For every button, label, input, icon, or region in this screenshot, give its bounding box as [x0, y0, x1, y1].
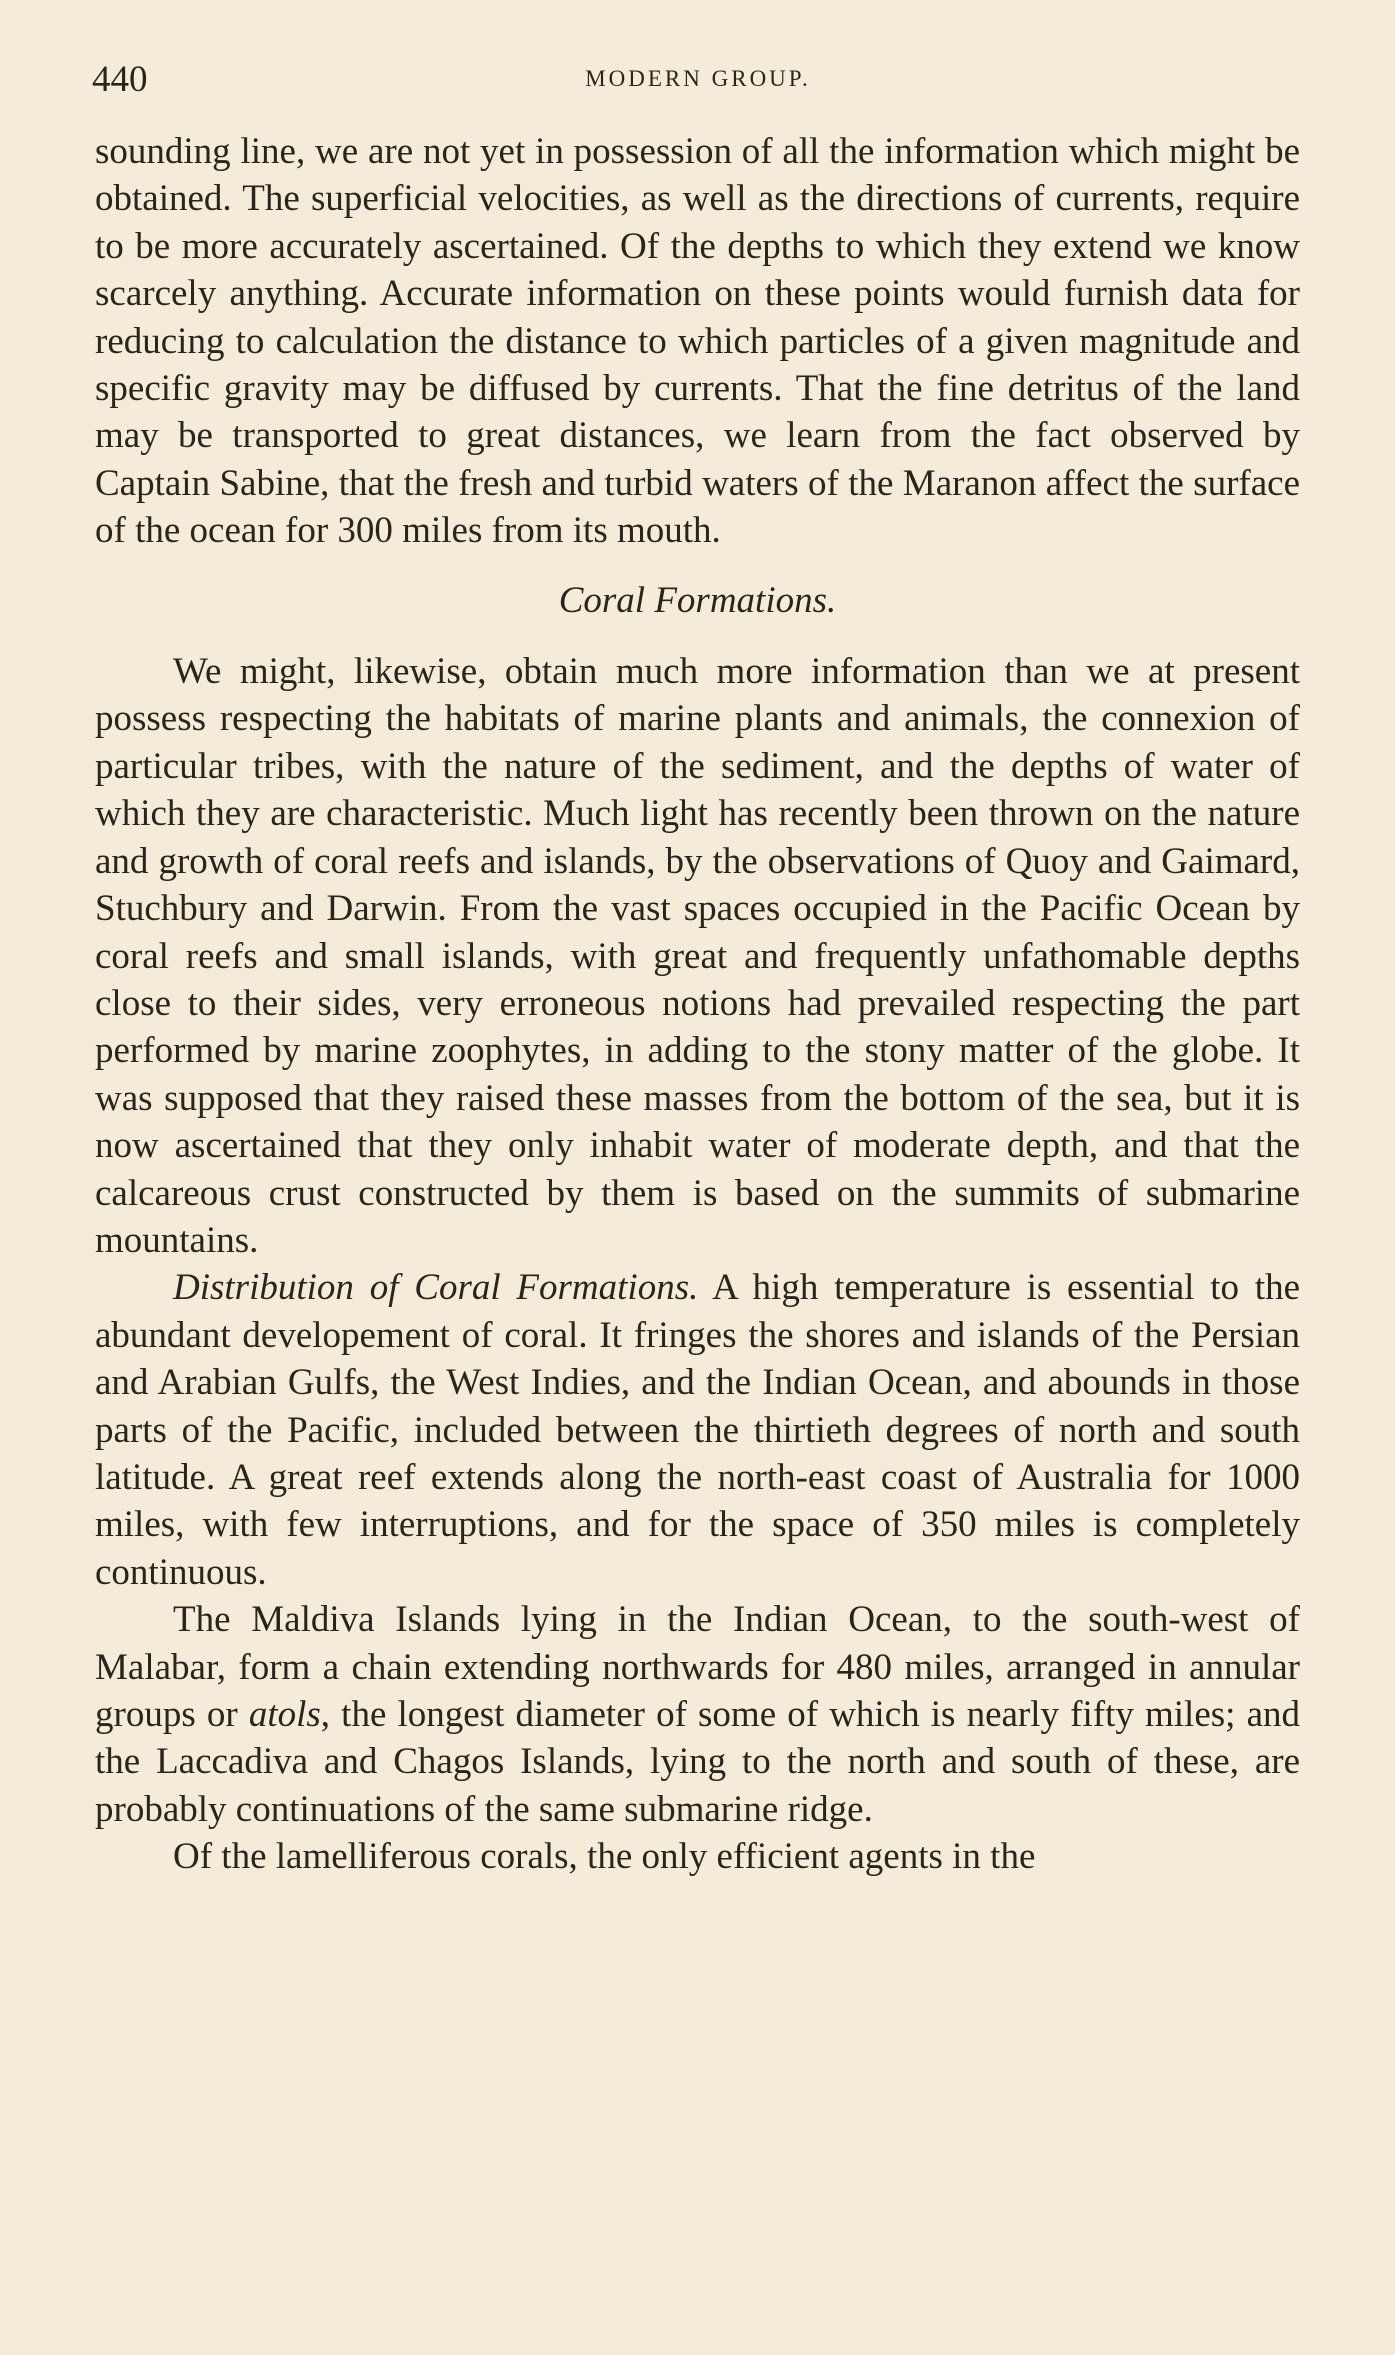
paragraph-currents: sounding line, we are not yet in possession of all the information which might be obtained. The superficial velocities, as well as the directions of currents, require to be more accurately ascertained. Of the depths to which they extend we know scarcely anything. Accurate information on these points would furnish data for reducing to calculation the distance to which particles of a given magnitude and specific gravity may be diffused by currents. That the fine detritus of the land may be transported to great distances, we learn from the fact observed by Captain Sabine, that the fresh and turbid waters of the Maranon affect the surface of the ocean for 300 miles from its mouth.: [95, 131, 1300, 552]
body-text: [95, 128, 1300, 1881]
paragraph-coral-distribution: [95, 1264, 1300, 1596]
section-heading: Coral Formations.: [558, 579, 837, 621]
page-number: 440: [92, 59, 148, 100]
inline-heading: Distribution of Coral Formations.: [173, 1267, 699, 1309]
paragraph-coral-intro: We might, likewise, obtain much more information than we at present possess respecting the habitats of marine plants and animals, the connexion of particular tribes, with the nature of the sediment, and the depths of water of which they are characteristic. Much light has recently been thrown on the nature and growth of coral reefs and islands, by the observations of Quoy and Gaimard, Stuchbury and Darwin. From the vast spaces occupied in the Pacific Ocean by coral reefs and small islands, with great and frequently unfathomable depths close to their sides, very erroneous notions had prevailed respecting the part performed by marine zoophytes, in adding to the stony matter of the globe. It was supposed that they raised these masses from the bottom of the sea, but it is now ascertained that they only inhabit water of moderate depth, and that the calcareous crust constructed by them is based on the summits of submarine mountains.: [95, 651, 1300, 1261]
running-head: MODERN GROUP.: [585, 66, 811, 91]
paragraph-text: The Maldiva Islands lying in the Indian Ocean, to the south-west of Malabar, form a chain extending northwards for 480 miles, arranged in annular groups or: [95, 1599, 1300, 1735]
emphasis-atols: atols: [248, 1694, 321, 1735]
paragraph-lamelliferous: Of the lamelliferous corals, the only efficient agents in the: [173, 1836, 1036, 1878]
paragraph-text: , the longest diameter of some of which is nearly fifty miles; and the Laccadiva and Chagos Islands, lying to the north and south of these, are probably continuations of the same submarine ridge.: [95, 1694, 1300, 1830]
paragraph-text: A high temperature is essential to the abundant developement of coral. It fringes the shores and islands of the Persian and Arabian Gulfs, the West Indies, and the Indian Ocean, and abounds in those parts of the Pacific, included between the thirtieth degrees of north and south latitude. A great reef extends along the north-east coast of Australia for 1000 miles, with few interruptions, and for the space of 350 miles is completely continuous.: [95, 1267, 1300, 1593]
page-header: [92, 58, 1304, 108]
paragraph-maldiva: [95, 1596, 1300, 1833]
